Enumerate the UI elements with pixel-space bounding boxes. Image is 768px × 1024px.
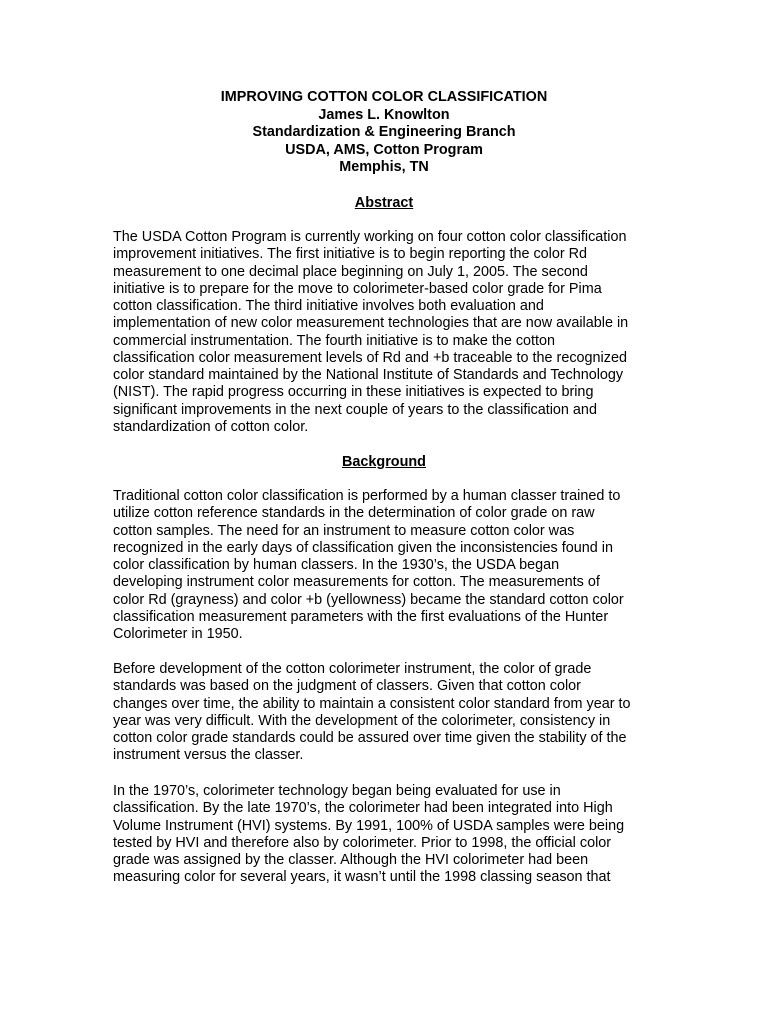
- text-line: cotton samples. The need for an instrument to measure cotton color was: [113, 522, 575, 539]
- text-line: In the 1970’s, colorimeter technology began being evaluated for use in: [113, 783, 561, 799]
- text-line: cotton color grade standards could be assured over time given the stability of the: [113, 730, 627, 746]
- text-line: changes over time, the ability to maintain a consistent color standard from year to: [113, 695, 631, 712]
- author-location: Memphis, TN: [339, 159, 429, 176]
- text-line: commercial instrumentation. The fourth initiative is to make the cotton: [113, 332, 556, 349]
- text-line: Traditional cotton color classification is performed by a human classer trained to: [113, 488, 621, 504]
- text-line: tested by HVI and therefore also by colorimeter. Prior to 1998, the official color: [113, 834, 612, 851]
- text-line: Colorimeter in 1950.: [113, 626, 243, 642]
- text-line: grade was assigned by the classer. Although the HVI colorimeter had been: [113, 852, 589, 868]
- text-line: color Rd (grayness) and color +b (yellowness) became the standard cotton color: [113, 591, 624, 608]
- text-line: classification. By the late 1970’s, the colorimeter had been integrated into High: [113, 800, 613, 817]
- text-line: measurement to one decimal place beginning on July 1, 2005. The second: [113, 263, 588, 280]
- text-line: implementation of new color measurement technologies that are now available in: [113, 315, 629, 332]
- text-line: standardization of cotton color.: [113, 418, 309, 435]
- document-header: [0, 89, 768, 177]
- text-line: cotton classification. The third initiative involves both evaluation and: [113, 298, 544, 314]
- text-line: utilize cotton reference standards in the determination of color grade on raw: [113, 505, 595, 522]
- text-line: The USDA Cotton Program is currently working on four cotton color classification: [113, 229, 627, 245]
- text-line: significant improvements in the next couple of years to the classification and: [113, 401, 597, 418]
- text-line: Volume Instrument (HVI) systems. By 1991, 100% of USDA samples were being: [113, 817, 625, 834]
- background-heading: Background: [342, 454, 426, 470]
- text-line: measuring color for several years, it wasn’t until the 1998 classing season that: [113, 869, 611, 886]
- text-line: year was very difficult. With the development of the colorimeter, consistency in: [113, 712, 611, 729]
- author-agency: USDA, AMS, Cotton Program: [285, 141, 483, 158]
- text-line: classification color measurement levels of Rd and +b traceable to the recognized: [113, 349, 627, 366]
- text-line: improvement initiatives. The first initiative is to begin reporting the color Rd: [113, 246, 588, 263]
- background-paragraph-3: [113, 783, 658, 887]
- text-line: initiative is to prepare for the move to colorimeter-based color grade for Pima: [113, 280, 602, 297]
- text-line: Before development of the cotton colorimeter instrument, the color of grade: [113, 661, 592, 677]
- text-line: developing instrument color measurements for cotton. The measurements of: [113, 574, 600, 591]
- text-line: color classification by human classers. In the 1930’s, the USDA began: [113, 557, 560, 573]
- author-name: James L. Knowlton: [318, 106, 450, 123]
- background-paragraph-1: [113, 488, 658, 643]
- background-paragraph-2: [113, 661, 658, 765]
- text-line: color standard maintained by the National Institute of Standards and Technology: [113, 367, 624, 383]
- abstract-paragraph: [113, 229, 658, 436]
- text-line: standards was based on the judgment of classers. Given that cotton color: [113, 678, 581, 695]
- author-branch: Standardization & Engineering Branch: [252, 124, 516, 141]
- text-line: classification measurement parameters with the first evaluations of the Hunter: [113, 608, 609, 625]
- text-line: (NIST). The rapid progress occurring in these initiatives is expected to bring: [113, 384, 594, 401]
- document-title: IMPROVING COTTON COLOR CLASSIFICATION: [220, 89, 548, 105]
- text-line: instrument versus the classer.: [113, 747, 304, 764]
- abstract-heading: Abstract: [354, 195, 414, 211]
- text-line: recognized in the early days of classification given the inconsistencies found in: [113, 539, 613, 556]
